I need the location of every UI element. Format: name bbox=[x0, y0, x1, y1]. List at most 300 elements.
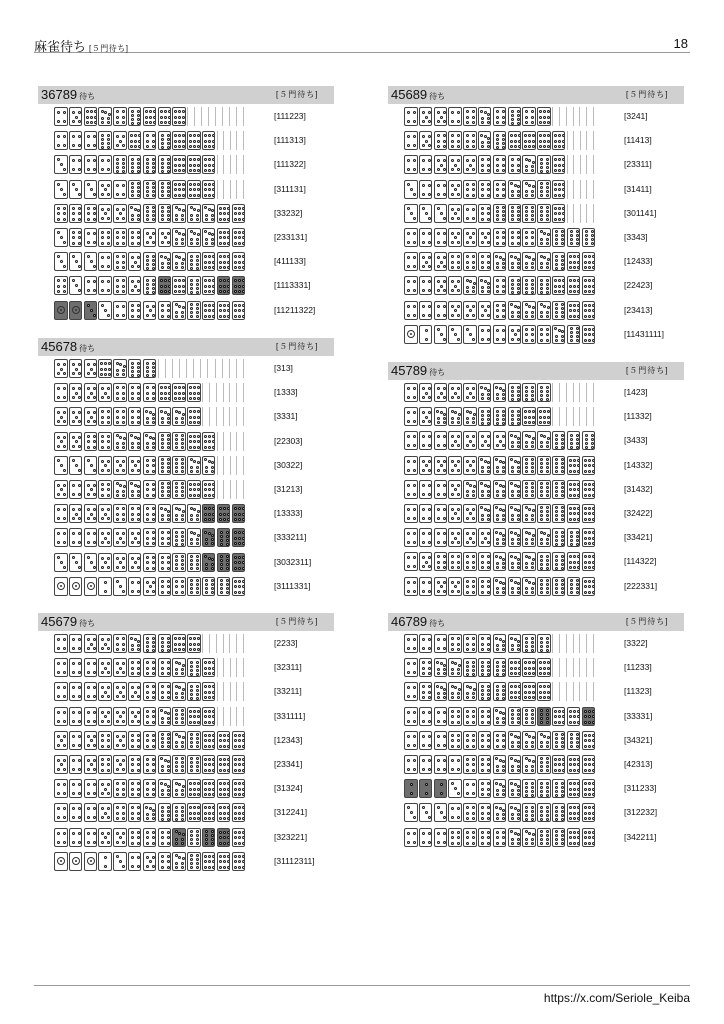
tile-pip bbox=[104, 643, 107, 646]
tile-pip bbox=[90, 260, 93, 263]
tile-pip bbox=[204, 763, 207, 766]
tile-pip bbox=[466, 232, 469, 235]
pin-5-tile-icon bbox=[448, 431, 462, 450]
tile-pip bbox=[226, 567, 229, 570]
tile-pip bbox=[181, 214, 184, 217]
tile-pip bbox=[517, 231, 520, 234]
tile-pip bbox=[104, 392, 107, 395]
empty-slot-stripe bbox=[229, 634, 236, 653]
tile-pip bbox=[223, 788, 226, 791]
tile-pip bbox=[223, 782, 226, 785]
tile-pip bbox=[205, 466, 208, 469]
pin-4-tile-icon bbox=[404, 456, 418, 475]
tile-pip bbox=[517, 437, 520, 440]
pin-4-tile-icon bbox=[84, 828, 98, 847]
tile-pip bbox=[93, 241, 96, 244]
tile-pip bbox=[540, 490, 543, 493]
tile-pip bbox=[487, 721, 490, 724]
tile-pip bbox=[531, 721, 534, 724]
tile-pip bbox=[532, 140, 535, 143]
tile-pip bbox=[562, 207, 565, 210]
tile-pip bbox=[101, 769, 104, 772]
tile-pip bbox=[457, 460, 460, 463]
tile-pip bbox=[161, 170, 164, 173]
tile-pip bbox=[174, 164, 177, 167]
pin-5-tile-icon bbox=[419, 252, 433, 271]
tile-pip bbox=[555, 486, 558, 489]
tile-pip bbox=[57, 807, 60, 810]
tile-pip bbox=[160, 285, 163, 288]
empty-tile-slots bbox=[552, 383, 594, 402]
wait-pattern-label: [111322] bbox=[274, 159, 306, 170]
tile-pip bbox=[591, 238, 594, 241]
tile-pip bbox=[543, 256, 546, 259]
tile-pip bbox=[472, 421, 475, 424]
tile-pip bbox=[588, 585, 591, 588]
pin-9-tile-icon bbox=[187, 155, 201, 174]
tile-pip bbox=[72, 832, 75, 835]
tile-pip bbox=[547, 696, 550, 699]
tile-pip bbox=[238, 817, 241, 820]
pin-9-tile-icon bbox=[232, 852, 246, 871]
tile-pip bbox=[175, 765, 178, 768]
tile-pip bbox=[481, 232, 484, 235]
tile-pip bbox=[577, 555, 580, 558]
tile-pip bbox=[137, 812, 140, 815]
tile-pip bbox=[190, 737, 193, 740]
pin-6-tile-icon bbox=[493, 301, 507, 320]
tile-pip bbox=[451, 508, 454, 511]
tile-pip bbox=[167, 186, 170, 189]
pin-5-tile-icon bbox=[54, 480, 68, 499]
pin-6-tile-icon bbox=[128, 301, 142, 320]
tile-pip bbox=[93, 265, 96, 268]
tile-pip bbox=[546, 641, 549, 644]
tile-pip bbox=[130, 145, 133, 148]
tile-pip bbox=[443, 735, 446, 738]
tile-pip bbox=[242, 739, 245, 742]
tile-pip bbox=[146, 362, 149, 365]
tile-pip bbox=[422, 314, 425, 317]
tile-pip bbox=[518, 667, 521, 670]
tile-hand bbox=[54, 456, 244, 475]
tile-hand bbox=[54, 755, 244, 774]
wait-pattern-label: [32311] bbox=[274, 662, 302, 673]
tile-pip bbox=[189, 188, 192, 191]
tile-pip bbox=[181, 563, 184, 566]
tile-pip bbox=[131, 392, 134, 395]
tile-pip bbox=[90, 121, 93, 124]
tile-pip bbox=[152, 813, 155, 816]
tile-pip bbox=[517, 315, 520, 318]
tile-pip bbox=[511, 283, 514, 286]
empty-slot-stripe bbox=[579, 634, 586, 653]
tile-pip bbox=[131, 758, 134, 761]
tile-pip bbox=[472, 241, 475, 244]
tile-pip bbox=[234, 855, 237, 858]
tile-pip bbox=[101, 134, 104, 137]
tile-pip bbox=[517, 534, 520, 537]
tile-hand bbox=[404, 577, 594, 596]
tile-pip bbox=[472, 585, 475, 588]
tile-pip bbox=[481, 661, 484, 664]
pin-6-tile-icon bbox=[113, 276, 127, 295]
pin-4-tile-icon bbox=[404, 431, 418, 450]
tile-pip bbox=[576, 238, 579, 241]
tile-pip bbox=[472, 396, 475, 399]
tile-pip bbox=[182, 664, 185, 667]
tile-pip bbox=[540, 641, 543, 644]
pin-5-tile-icon bbox=[54, 731, 68, 750]
pin-5-tile-icon bbox=[478, 228, 492, 247]
tile-pip bbox=[75, 284, 78, 287]
tile-pip bbox=[547, 233, 550, 236]
tile-pip bbox=[223, 261, 226, 264]
tile-pip bbox=[72, 420, 75, 423]
wait-pattern-label: [411133] bbox=[274, 256, 306, 267]
tile-pip bbox=[190, 567, 193, 570]
tile-pip bbox=[487, 444, 490, 447]
tile-hand bbox=[54, 779, 244, 798]
tile-pip bbox=[443, 168, 446, 171]
tile-pip bbox=[72, 207, 75, 210]
tile-pip bbox=[63, 411, 66, 414]
pin-7-tile-icon bbox=[158, 779, 172, 798]
tile-pip bbox=[487, 169, 490, 172]
tile-pip bbox=[502, 466, 505, 469]
tile-pip bbox=[223, 507, 226, 510]
pin-6-tile-icon bbox=[128, 779, 142, 798]
tile-pip bbox=[443, 134, 446, 137]
tile-pip bbox=[422, 135, 425, 138]
tile-pip bbox=[152, 413, 155, 416]
tile-pip bbox=[443, 532, 446, 535]
tile-pip bbox=[116, 285, 119, 288]
tile-pip bbox=[238, 591, 241, 594]
tile-pip bbox=[413, 444, 416, 447]
tile-pip bbox=[131, 557, 134, 560]
tile-pip bbox=[558, 212, 561, 215]
tile-pip bbox=[161, 162, 164, 165]
tile-pip bbox=[487, 643, 490, 646]
tile-pip bbox=[57, 255, 60, 258]
pin-4-tile-icon bbox=[54, 504, 68, 523]
tile-pip bbox=[78, 566, 81, 569]
pin-9-tile-icon bbox=[232, 252, 246, 271]
pin-4-tile-icon bbox=[404, 155, 418, 174]
tile-pip bbox=[208, 158, 211, 161]
tile-pip bbox=[487, 673, 490, 676]
tile-pip bbox=[437, 555, 440, 558]
tile-pip bbox=[502, 538, 505, 541]
pin-7-tile-icon bbox=[172, 658, 186, 677]
tile-pip bbox=[561, 587, 564, 590]
tile-pip bbox=[57, 387, 60, 390]
tile-pip bbox=[122, 806, 125, 809]
tile-pip bbox=[584, 285, 587, 288]
tile-pip bbox=[122, 416, 125, 419]
tile-pip bbox=[437, 581, 440, 584]
tile-pip bbox=[469, 164, 472, 167]
tile-pip bbox=[78, 638, 81, 641]
pin-4-tile-icon bbox=[98, 252, 112, 271]
tile-pip bbox=[161, 134, 164, 137]
tile-pip bbox=[78, 508, 81, 511]
tile-pip bbox=[525, 287, 528, 290]
tile-pip bbox=[496, 717, 499, 720]
tile-pip bbox=[561, 486, 564, 489]
tile-pip bbox=[189, 788, 192, 791]
pin-4-tile-icon bbox=[434, 634, 448, 653]
empty-slot-stripe bbox=[216, 634, 223, 653]
empty-slot-stripe bbox=[236, 107, 244, 126]
tile-pip bbox=[451, 120, 454, 123]
tile-pip bbox=[472, 745, 475, 748]
hand-row bbox=[38, 501, 334, 525]
tile-pip bbox=[242, 518, 245, 521]
tile-pip bbox=[413, 217, 416, 220]
tile-pip bbox=[208, 661, 211, 664]
tile-pip bbox=[407, 411, 410, 414]
pin-6-tile-icon bbox=[448, 634, 462, 653]
tile-pip bbox=[511, 418, 514, 421]
tile-pip bbox=[525, 486, 528, 489]
tile-pip bbox=[543, 691, 546, 694]
tile-pip bbox=[208, 745, 211, 748]
tile-pip bbox=[175, 696, 178, 699]
tile-pip bbox=[193, 508, 196, 511]
pin-5-tile-icon bbox=[448, 383, 462, 402]
tile-pip bbox=[204, 285, 207, 288]
tile-hand bbox=[54, 359, 244, 378]
tile-pip bbox=[60, 488, 63, 491]
tile-pip bbox=[592, 459, 595, 462]
tile-pip bbox=[573, 464, 576, 467]
tile-pip bbox=[570, 335, 573, 338]
pin-4-tile-icon bbox=[84, 228, 98, 247]
tile-pip bbox=[175, 745, 178, 748]
tile-pip bbox=[555, 555, 558, 558]
wait-pattern-label: [31432] bbox=[624, 483, 653, 494]
tile-pip bbox=[212, 806, 215, 809]
tile-pip bbox=[90, 488, 93, 491]
hand-row bbox=[38, 477, 334, 501]
tile-pip bbox=[466, 715, 469, 718]
tile-pip bbox=[422, 289, 425, 292]
tile-pip bbox=[146, 696, 149, 699]
tile-pip bbox=[524, 134, 527, 137]
tile-pip bbox=[546, 462, 549, 465]
pin-7-tile-icon bbox=[113, 432, 127, 451]
pin-8-tile-icon bbox=[187, 755, 201, 774]
tile-pip bbox=[146, 186, 149, 189]
tile-pip bbox=[60, 739, 63, 742]
tile-pip bbox=[481, 693, 484, 696]
tile-pip bbox=[196, 858, 199, 861]
tile-pip bbox=[60, 188, 63, 191]
empty-slot-stripe bbox=[200, 359, 207, 378]
tile-pip bbox=[63, 695, 66, 698]
tile-pip bbox=[107, 460, 110, 463]
tile-pip bbox=[588, 279, 591, 282]
tile-pip bbox=[208, 440, 211, 443]
pin-9-tile-icon bbox=[552, 131, 566, 150]
tile-pip bbox=[422, 159, 425, 162]
tile-pip bbox=[122, 369, 125, 372]
tile-pip bbox=[592, 266, 595, 269]
pin-8-tile-icon bbox=[567, 528, 581, 547]
tile-pip bbox=[487, 397, 490, 400]
tile-pip bbox=[234, 513, 237, 516]
tile-pip bbox=[543, 140, 546, 143]
tile-pip bbox=[93, 841, 96, 844]
tile-hand bbox=[404, 252, 594, 271]
pin-5-tile-icon bbox=[113, 553, 127, 572]
tile-pip bbox=[161, 661, 164, 664]
tile-pip bbox=[161, 442, 164, 445]
tile-pip bbox=[554, 279, 557, 282]
tile-pip bbox=[517, 736, 520, 739]
tile-pip bbox=[226, 531, 229, 534]
tile-pip bbox=[592, 279, 595, 282]
pin-8-tile-icon bbox=[508, 707, 522, 726]
tile-pip bbox=[514, 691, 517, 694]
tile-pip bbox=[107, 671, 110, 674]
tile-pip bbox=[104, 812, 107, 815]
tile-pip bbox=[131, 793, 134, 796]
pin-8-tile-icon bbox=[552, 577, 566, 596]
tile-pip bbox=[473, 688, 476, 691]
tile-pip bbox=[531, 637, 534, 640]
tile-pip bbox=[131, 118, 134, 121]
tile-pip bbox=[152, 263, 155, 266]
tile-pip bbox=[502, 485, 505, 488]
tile-pip bbox=[511, 538, 514, 541]
tile-pip bbox=[517, 745, 520, 748]
tile-pip bbox=[146, 734, 149, 737]
tile-pip bbox=[540, 466, 543, 469]
tile-pip bbox=[502, 673, 505, 676]
tile-pip bbox=[511, 745, 514, 748]
tile-pip bbox=[546, 339, 549, 342]
tile-pip bbox=[528, 581, 531, 584]
tile-pip bbox=[555, 506, 558, 509]
tile-pip bbox=[457, 561, 460, 564]
tile-pip bbox=[547, 145, 550, 148]
tile-pip bbox=[543, 410, 546, 413]
tile-pip bbox=[131, 494, 134, 497]
tile-pip bbox=[116, 532, 119, 535]
tile-pip bbox=[436, 685, 439, 688]
tile-pip bbox=[588, 494, 591, 497]
tile-pip bbox=[561, 543, 564, 546]
pin-8-tile-icon bbox=[172, 755, 186, 774]
tile-pip bbox=[525, 206, 528, 209]
tile-pip bbox=[234, 285, 237, 288]
tile-pip bbox=[511, 311, 514, 314]
tile-pip bbox=[63, 436, 66, 439]
tile-pip bbox=[502, 418, 505, 421]
pin-5-tile-icon bbox=[69, 359, 83, 378]
pin-8-tile-icon bbox=[187, 276, 201, 295]
tile-hand bbox=[404, 204, 594, 223]
tile-pip bbox=[131, 836, 134, 839]
tile-pip bbox=[101, 289, 104, 292]
tile-pip bbox=[496, 721, 499, 724]
tile-pip bbox=[511, 169, 514, 172]
tile-pip bbox=[561, 563, 564, 566]
wait-pattern-label: [33331] bbox=[624, 710, 653, 721]
pin-7-tile-icon bbox=[537, 228, 551, 247]
tile-pip bbox=[481, 169, 484, 172]
pin-7-tile-icon bbox=[187, 504, 201, 523]
pin-7-tile-icon bbox=[508, 301, 522, 320]
pin-6-tile-icon bbox=[463, 107, 477, 126]
tile-pip bbox=[457, 555, 460, 558]
tile-pip bbox=[428, 168, 431, 171]
tile-pip bbox=[122, 397, 125, 400]
tile-pip bbox=[524, 672, 527, 675]
tile-pip bbox=[555, 518, 558, 521]
tile-pip bbox=[422, 280, 425, 283]
pin-6-tile-icon bbox=[158, 528, 172, 547]
pin-9-tile-icon bbox=[537, 682, 551, 701]
tile-pip bbox=[242, 866, 245, 869]
tile-pip bbox=[588, 715, 591, 718]
tile-pip bbox=[242, 542, 245, 545]
tile-pip bbox=[161, 836, 164, 839]
wait-pattern-label: [222331] bbox=[624, 580, 658, 591]
tile-pip bbox=[592, 739, 595, 742]
tile-pip bbox=[428, 184, 431, 187]
tile-pip bbox=[569, 266, 572, 269]
tile-pip bbox=[457, 417, 460, 420]
tile-pip bbox=[238, 304, 241, 307]
tile-pip bbox=[561, 335, 564, 338]
tile-pip bbox=[181, 862, 184, 865]
pin-6-tile-icon bbox=[478, 634, 492, 653]
tile-pip bbox=[532, 509, 535, 512]
tile-pip bbox=[592, 537, 595, 540]
tile-pip bbox=[152, 842, 155, 845]
tile-pip bbox=[481, 338, 484, 341]
tile-pip bbox=[220, 531, 223, 534]
tile-pip bbox=[532, 185, 535, 188]
pin-8-tile-icon bbox=[187, 828, 201, 847]
tile-pip bbox=[570, 238, 573, 241]
tile-pip bbox=[72, 231, 75, 234]
tile-pip bbox=[190, 287, 193, 290]
tile-pip bbox=[87, 759, 90, 762]
hand-row bbox=[388, 655, 684, 679]
tile-pip bbox=[234, 212, 237, 215]
tile-pip bbox=[223, 745, 226, 748]
tile-pip bbox=[152, 531, 155, 534]
tile-pip bbox=[481, 188, 484, 191]
tile-pip bbox=[428, 696, 431, 699]
tile-pip bbox=[116, 242, 119, 245]
tile-pip bbox=[167, 162, 170, 165]
tile-pip bbox=[204, 788, 207, 791]
tile-pip bbox=[93, 807, 96, 810]
tile-pip bbox=[178, 856, 181, 859]
tile-pip bbox=[525, 637, 528, 640]
tile-pip bbox=[107, 807, 110, 810]
tile-pip bbox=[175, 838, 178, 841]
tile-pip bbox=[161, 486, 164, 489]
pin-8-tile-icon bbox=[128, 155, 142, 174]
tile-pip bbox=[181, 462, 184, 465]
